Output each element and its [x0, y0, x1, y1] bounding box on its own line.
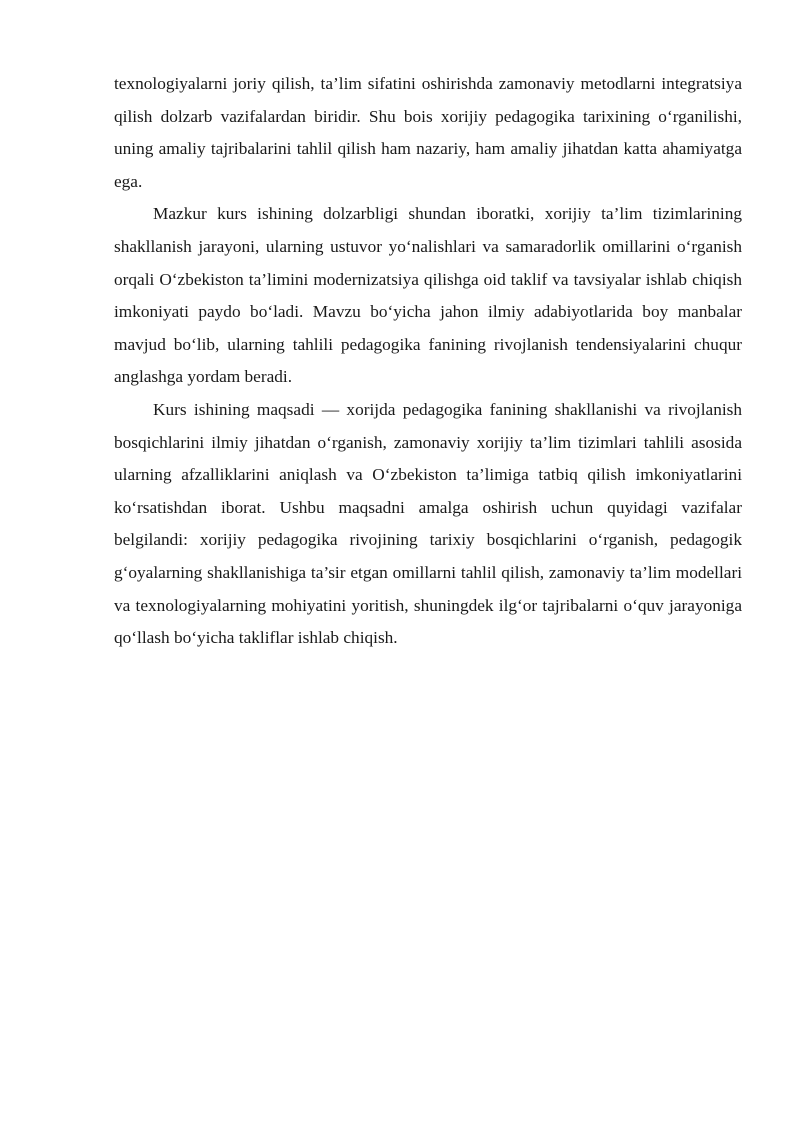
paragraph-relevance: Mazkur kurs ishining dolzarbligi shundan iboratki, xorijiy ta’lim tizimlarining shakllanish jarayoni, ularning ustuvor yo‘nalishlari va samaradorlik omillarini o‘rganish orqali O‘zbekiston ta’limini modernizatsiya qilishga oid taklif va tavsiyalar ishlab chiqish imkoniyati paydo bo‘ladi. Mavzu bo‘yicha jahon ilmiy adabiyotlarida boy manbalar mavjud bo‘lib, ularning tahlili pedagogika fanining rivojlanish tendensiyalarini chuqur anglashga yordam beradi.: [114, 204, 742, 387]
paragraph-intro-continuation: texnologiyalarni joriy qilish, ta’lim sifatini oshirishda zamonaviy metodlarni integratsiya qilish dolzarb vazifalardan biridir. Shu bois xorijiy pedagogika tarixining o‘rganilishi, uning amaliy tajribalarini tahlil qilish ham nazariy, ham amaliy jihatdan katta ahamiyatga ega.: [114, 74, 742, 191]
paragraph-goal-and-tasks: Kurs ishining maqsadi — xorijda pedagogika fanining shakllanishi va rivojlanish bosqichlarini ilmiy jihatdan o‘rganish, zamonaviy xorijiy ta’lim tizimlari tahlili asosida ularning afzalliklarini aniqlash va O‘zbekiston ta’limiga tatbiq qilish imkoniyatlarini ko‘rsatishdan iborat. Ushbu maqsadni amalga oshirish uchun quyidagi vazifalar belgilandi: xorijiy pedagogika rivojining tarixiy bosqichlarini o‘rganish, pedagogik g‘oyalarning shakllanishiga ta’sir etgan omillarni tahlil qilish, zamonaviy ta’lim modellari va texnologiyalarning mohiyatini yoritish, shuningdek ilg‘or tajribalarni o‘quv jarayoniga qo‘llash bo‘yicha takliflar ishlab chiqish.: [114, 399, 742, 648]
document-page: [114, 68, 742, 655]
